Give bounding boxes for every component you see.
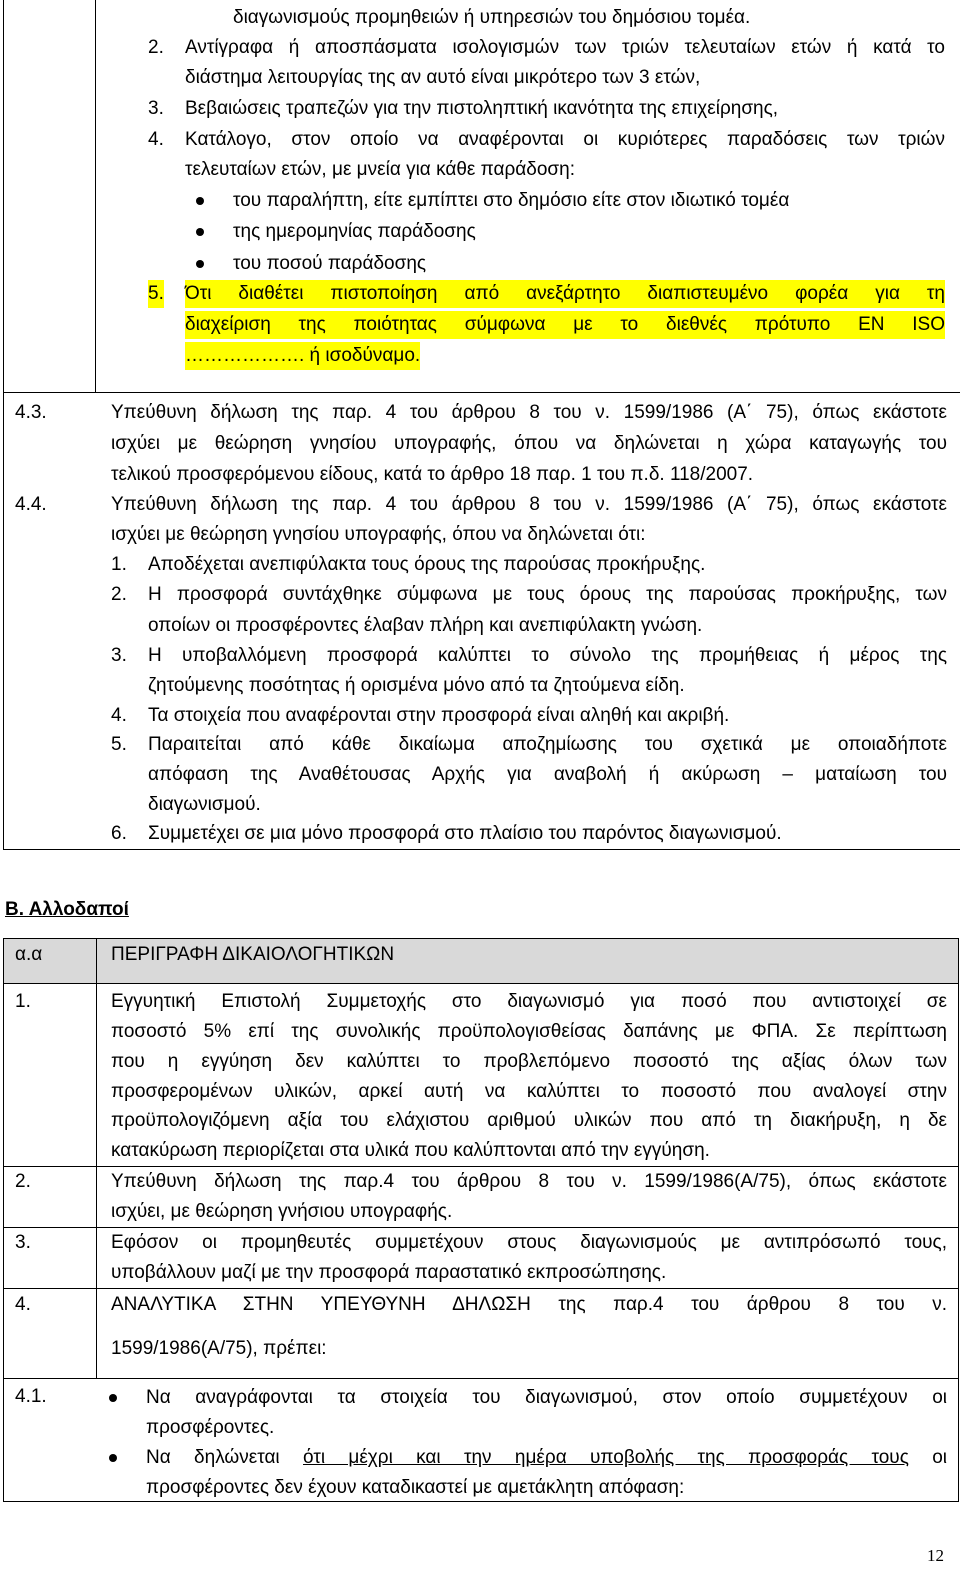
row-text: ισχύει με θεώρηση γνησίου υπογραφής, όπου να δηλώνεται ότι:: [111, 524, 646, 545]
item-number: 2.: [148, 37, 164, 58]
row-number: 4.1.: [15, 1386, 47, 1407]
row-number: 4.3.: [15, 402, 47, 423]
item-number: 4.: [148, 129, 164, 150]
header-title: ΠΕΡΙΓΡΑΦΗ ΔΙΚΑΙΟΛΟΓΗΤΙΚΩΝ: [111, 944, 395, 965]
bullet-text: του παραλήπτη, είτε εμπίπτει στο δημόσιο είτε στον ιδιωτικό τομέα: [233, 190, 790, 211]
sub-text: Συμμετέχει σε μια μόνο προσφορά στο πλαίσιο του παρόντος διαγωνισμού.: [148, 823, 782, 844]
row-number: 2.: [15, 1171, 31, 1192]
bullet-icon: [196, 228, 204, 236]
row-text: Υπεύθυνη δήλωση της παρ. 4 του άρθρου 8 του ν. 1599/1986 (Α΄ 75), όπως εκάστοτε: [111, 402, 947, 423]
row-text: Υπεύθυνη δήλωση της παρ. 4 του άρθρου 8 του ν. 1599/1986 (Α΄ 75), όπως εκάστοτε: [111, 494, 947, 515]
sub-text: Η προσφορά συντάχθηκε σύμφωνα με τους όρους της παρούσας προκήρυξης, των: [148, 584, 947, 605]
row-text: 1599/1986(Α/75), πρέπει:: [111, 1338, 327, 1359]
row-text: Εγγυητική Επιστολή Συμμετοχής στο διαγωνισμό για ποσό που αντιστοιχεί σε: [111, 991, 947, 1012]
row-text: προσφερομένων υλικών, αρκεί αυτή να καλύπτει το ποσοστό που αναλογεί στην: [111, 1081, 947, 1102]
sub-number: 5.: [111, 734, 127, 755]
bullet-icon: [109, 1454, 117, 1462]
page-number: 12: [927, 1546, 944, 1565]
row-number: 4.: [15, 1294, 31, 1315]
bullet-text: Να αναγράφονται τα στοιχεία του διαγωνισμού, στον οποίο συμμετέχουν οι: [146, 1387, 947, 1408]
row-number: 1.: [15, 991, 31, 1012]
bullet-text-pre: Να δηλώνεται: [146, 1447, 304, 1468]
row-text: τελικού προσφερόμενου είδους, κατά το άρθρο 18 παρ. 1 του π.δ. 118/2007.: [111, 464, 754, 485]
bullet-icon: [196, 260, 204, 268]
row-text: Εφόσον οι προμηθευτές συμμετέχουν στους διαγωνισμούς με αντιπρόσωπό τους,: [111, 1232, 947, 1253]
item5-text: ………………. ή ισοδύναμο.: [185, 342, 420, 370]
row-text: υποβάλλουν μαζί με την προσφορά παραστατικό εκπροσώπησης.: [111, 1262, 667, 1283]
sub-number: 4.: [111, 705, 127, 726]
sub-text: ζητούμενης ποσότητας ή ορισμένα μόνο από τα ζητούμενα είδη.: [148, 675, 685, 696]
section-heading: Β. Αλλοδαποί: [5, 899, 129, 920]
bullet-text: του ποσού παράδοσης: [233, 253, 427, 274]
sub-number: 3.: [111, 645, 127, 666]
sub-text: Η υποβαλλόμενη προσφορά καλύπτει το σύνολο της προμήθειας ή μέρος της: [148, 645, 947, 666]
top-table-vline: [95, 0, 96, 392]
row-text: ισχύει με θεώρηση γνησίου υπογραφής, όπου να δηλώνεται η χώρα καταγωγής του: [111, 433, 947, 454]
row-text: ποσοστό 5% επί της συνολικής προϋπολογισθείσας δαπάνης με ΦΠΑ. Σε περίπτωση: [111, 1021, 947, 1042]
header-num: α.α: [15, 944, 43, 965]
sub-text: Παραιτείται από κάθε δικαίωμα αποζημίωσης του σχετικά με οποιαδήποτε: [148, 734, 947, 755]
row-text: που η εγγύηση δεν καλύπτει το προβλεπόμενο ποσοστό της αξίας όλων των: [111, 1051, 947, 1072]
sub-text: οποίων οι προσφέροντες έλαβαν πλήρη και ανεπιφύλακτη γνώση.: [148, 615, 703, 636]
item5-number: 5.: [148, 280, 164, 308]
item-text: Κατάλογο, στον οποίο να αναφέρονται οι κυριότερες παραδόσεις των τριών: [185, 129, 945, 150]
row-line: [3, 1378, 958, 1379]
item-text: τελευταίων ετών, με μνεία για κάθε παράδοση:: [185, 159, 575, 180]
item5-text: Ότι διαθέτει πιστοποίηση από ανεξάρτητο διαπιστευμένο φορέα για τη: [185, 280, 945, 308]
bullet-text: [146, 1443, 947, 1473]
bullet-text: της ημερομηνίας παράδοσης: [233, 221, 476, 242]
item-text: Αντίγραφα ή αποσπάσματα ισολογισμών των τριών τελευταίων ετών ή κατά το: [185, 37, 945, 58]
cont-line: διαγωνισμούς προμηθειών ή υπηρεσιών του δημόσιου τομέα.: [233, 7, 751, 28]
sub-number: 1.: [111, 554, 127, 575]
sub-text: Αποδέχεται ανεπιφύλακτα τους όρους της παρούσας προκήρυξης.: [148, 554, 706, 575]
sub-number: 2.: [111, 584, 127, 605]
row-line: [3, 1288, 958, 1289]
sub-number: 6.: [111, 823, 127, 844]
bullet-text: προσφέροντες δεν έχουν καταδικαστεί με αμετάκλητη απόφαση:: [146, 1477, 685, 1498]
bullet-text-underlined: ότι μέχρι και την ημέρα υποβολής της προσφοράς τους: [303, 1447, 909, 1468]
bullet-text: προσφέροντες.: [146, 1417, 275, 1438]
row-line: [3, 983, 958, 984]
item-text: Βεβαιώσεις τραπεζών για την πιστοληπτική ικανότητα της επιχείρησης,: [185, 98, 779, 119]
row-text: κατακύρωση περιορίζεται στα υλικά που καλύπτονται από την εγγύηση.: [111, 1140, 710, 1161]
item-number: 3.: [148, 98, 164, 119]
bullet-text-post: οι: [908, 1447, 947, 1468]
top-table-hline: [3, 392, 960, 393]
sub-text: απόφαση της Αναθέτουσας Αρχής για αναβολή ή ακύρωση – ματαίωση του: [148, 764, 947, 785]
row-number: 4.4.: [15, 494, 47, 515]
row-text: προϋπολογιζόμενη αξία του ελάχιστου αριθμού υλικών που από τη διακήρυξη, η δε: [111, 1110, 947, 1131]
bullet-icon: [109, 1394, 117, 1402]
bullet-icon: [196, 197, 204, 205]
sub-text: Τα στοιχεία που αναφέρονται στην προσφορά είναι αληθή και ακριβή.: [148, 705, 730, 726]
row-text: ισχύει, με θεώρηση γνήσιου υπογραφής.: [111, 1201, 453, 1222]
item-text: διάστημα λειτουργίας της αν αυτό είναι μικρότερο των 3 ετών,: [185, 67, 701, 88]
col-divider: [96, 938, 97, 1378]
row-text: Υπεύθυνη δήλωση της παρ.4 του άρθρου 8 του ν. 1599/1986(Α/75), όπως εκάστοτε: [111, 1171, 947, 1192]
item5-text: διαχείριση της ποιότητας σύμφωνα με το διεθνές πρότυπο EN ISO: [185, 311, 945, 339]
row-number: 3.: [15, 1232, 31, 1253]
row-text: ΑΝΑΛΥΤΙΚΑ ΣΤΗΝ ΥΠΕΥΘΥΝΗ ΔΗΛΩΣΗ της παρ.4 του άρθρου 8 του ν.: [111, 1294, 947, 1315]
sub-text: διαγωνισμού.: [148, 794, 261, 815]
